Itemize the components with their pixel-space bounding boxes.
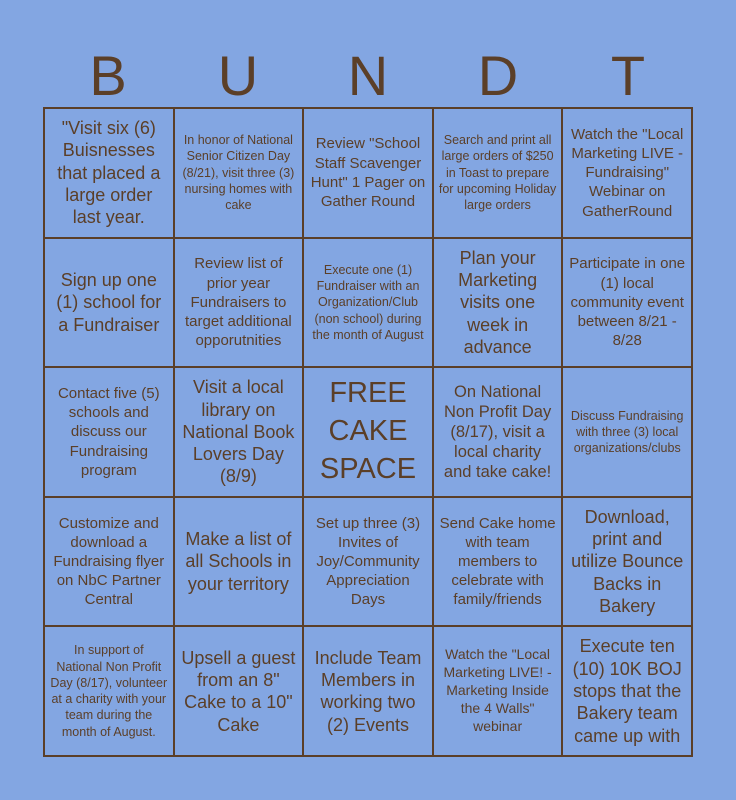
cell-text: Sign up one (1) school for a Fundraiser	[56, 269, 162, 335]
bingo-cell[interactable]	[174, 238, 304, 368]
bingo-cell[interactable]	[562, 626, 692, 756]
cell-text: Execute one (1) Fundraiser with an Organization/Club (non school) during the month of August	[312, 262, 424, 342]
bingo-cell[interactable]	[562, 497, 692, 627]
bingo-cell[interactable]	[562, 108, 692, 238]
cell-text: Execute ten (10) 10K BOJ stops that the Bakery team came up with	[572, 636, 682, 746]
bingo-cell[interactable]	[433, 108, 563, 238]
free-space-cell[interactable]	[303, 367, 433, 497]
cell-text: Visit a local library on National Book Lovers Day (8/9)	[182, 377, 295, 487]
cell-text: Plan your Marketing visits one week in advance	[458, 247, 538, 357]
cell-text: Upsell a guest from an 8" Cake to a 10" Cake	[181, 647, 296, 735]
bingo-cell[interactable]	[44, 108, 174, 238]
cell-text: Contact five (5) schools and discuss our Fundraising program	[57, 385, 160, 479]
bingo-cell[interactable]	[174, 367, 304, 497]
cell-text: "Visit six (6) Buisnesses that placed a large order last year.	[57, 118, 161, 228]
header-letter-n: N	[347, 44, 389, 107]
cell-text: Customize and download a Fundraising flyer on NbC Partner Central	[53, 514, 165, 609]
bingo-cell[interactable]	[433, 626, 563, 756]
bingo-cell[interactable]	[433, 497, 563, 627]
cell-text: Watch the "Local Marketing LIVE! - Marketing Inside the 4 Walls" webinar	[443, 646, 552, 735]
cell-text: Participate in one (1) local community event between 8/21 - 8/28	[569, 255, 686, 350]
cell-text: In support of National Non Profit Day (8/17), volunteer at a charity with your team during the month of August.	[50, 643, 168, 739]
bingo-cell[interactable]	[44, 497, 174, 627]
bingo-grid	[43, 107, 693, 757]
bingo-cell[interactable]	[44, 238, 174, 368]
bingo-cell[interactable]	[303, 626, 433, 756]
cell-text: Review list of prior year Fundraisers to target additional opporutnities	[185, 255, 292, 350]
cell-text: In honor of National Senior Citizen Day (8/21), visit three (3) nursing homes with cake	[182, 133, 295, 213]
bingo-cell[interactable]	[303, 238, 433, 368]
bingo-cell[interactable]	[174, 626, 304, 756]
cell-text: Download, print and utilize Bounce Backs in Bakery	[571, 506, 684, 617]
bingo-cell[interactable]	[174, 108, 304, 238]
bingo-cell[interactable]	[303, 108, 433, 238]
cell-text: Review "School Staff Scavenger Hunt" 1 Pager on Gather Round	[310, 135, 426, 210]
cell-text: On National Non Profit Day (8/17), visit a local charity and take cake!	[443, 382, 552, 482]
cell-text: Discuss Fundraising with three (3) local organizations/clubs	[570, 408, 684, 456]
cell-text: Send Cake home with team members to celebrate with family/friends	[439, 514, 556, 609]
cell-text: Set up three (3) Invites of Joy/Community Appreciation Days	[315, 514, 421, 609]
header-letter-u: U	[217, 44, 259, 107]
bingo-cell[interactable]	[433, 238, 563, 368]
bingo-cell[interactable]	[303, 497, 433, 627]
cell-text: Make a list of all Schools in your territory	[185, 529, 292, 594]
bingo-cell[interactable]	[174, 497, 304, 627]
cell-text: Watch the "Local Marketing LIVE - Fundraising" Webinar on GatherRound	[571, 125, 684, 220]
cell-text: Search and print all large orders of $250 in Toast to prepare for upcoming Holiday large orders	[438, 133, 557, 213]
bingo-cell[interactable]	[433, 367, 563, 497]
header-letter-d: D	[477, 44, 519, 107]
bingo-cell[interactable]	[562, 367, 692, 497]
free-space-text: FREE CAKE SPACE	[319, 377, 417, 485]
header-letter-b: B	[89, 44, 127, 107]
bingo-cell[interactable]	[44, 367, 174, 497]
cell-text: Include Team Members in working two (2) Events	[314, 647, 422, 735]
bingo-header	[43, 44, 693, 108]
bingo-cell[interactable]	[44, 626, 174, 756]
bingo-cell[interactable]	[562, 238, 692, 368]
header-letter-t: T	[610, 44, 646, 107]
